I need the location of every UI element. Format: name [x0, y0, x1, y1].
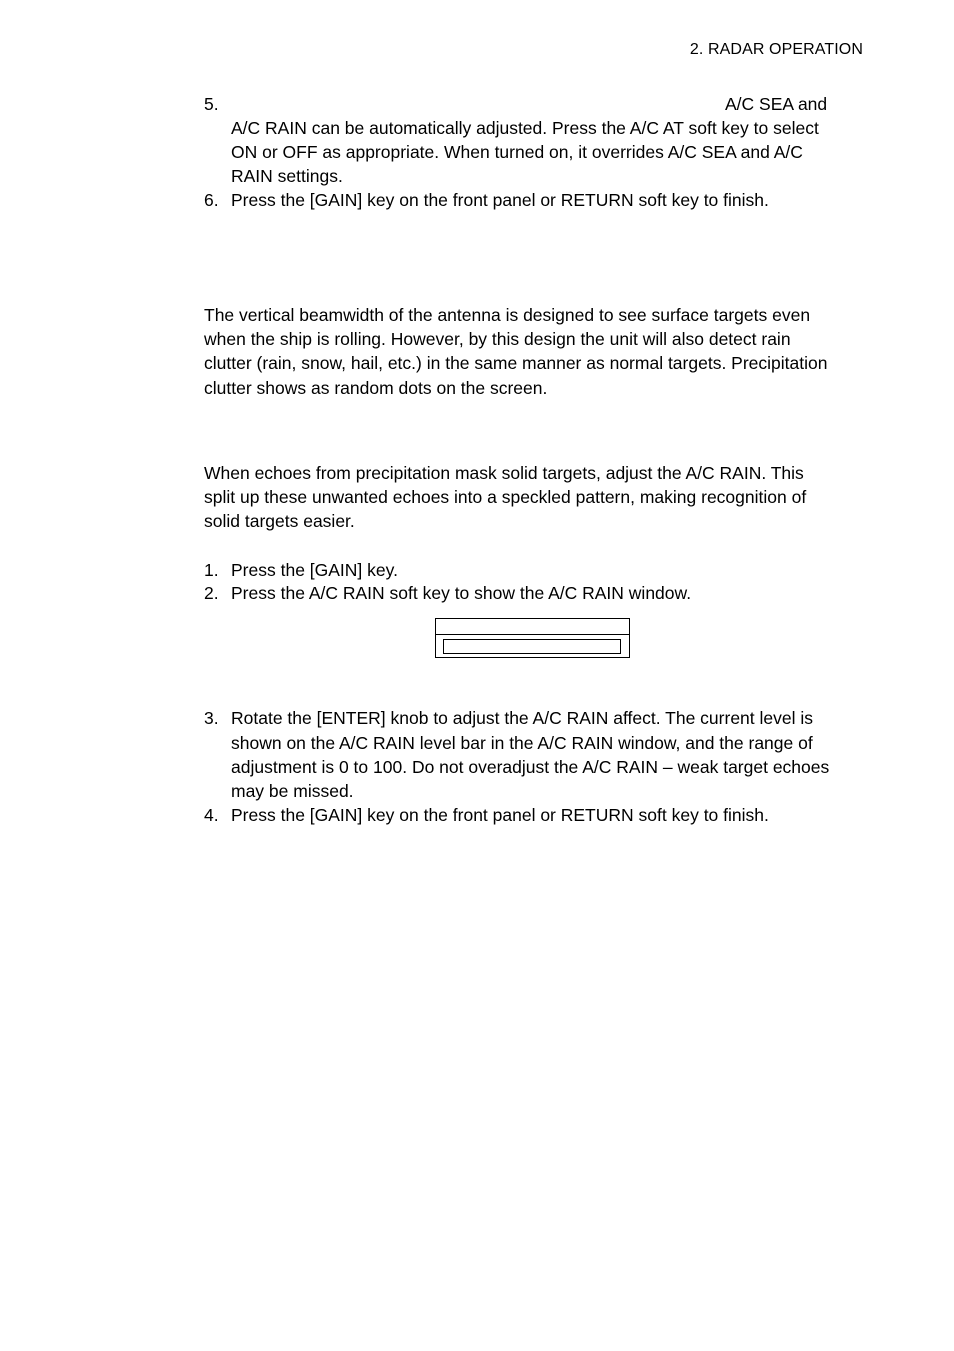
intro-line-4: clutter shows as random dots on the screen.	[204, 378, 548, 398]
rain-line-1: When echoes from precipitation mask solid targets, adjust the A/C RAIN. This	[204, 463, 804, 483]
step-4-number: 4.	[204, 805, 219, 825]
step-5-line-2: A/C RAIN can be automatically adjusted. Press the A/C AT soft key to select	[231, 118, 819, 138]
step-5-line-1-end: A/C SEA and	[725, 94, 828, 114]
step-6-text: Press the [GAIN] key on the front panel or RETURN soft key to finish.	[231, 190, 769, 210]
step-5-line-4: RAIN settings.	[231, 166, 343, 186]
ac-rain-window	[435, 618, 630, 658]
ac-rain-level-bar	[443, 639, 621, 654]
step-3-line-4: may be missed.	[231, 781, 354, 801]
step-5-number: 5.	[204, 94, 219, 114]
step-3-line-3: adjustment is 0 to 100. Do not overadjust the A/C RAIN – weak target echoes	[231, 757, 830, 777]
step-4-text: Press the [GAIN] key on the front panel or RETURN soft key to finish.	[231, 805, 769, 825]
step-2-number: 2.	[204, 583, 219, 603]
ac-rain-window-title-row	[436, 619, 629, 635]
rain-line-2: split up these unwanted echoes into a speckled pattern, making recognition of	[204, 487, 807, 507]
step-1-number: 1.	[204, 560, 219, 580]
step-3-number: 3.	[204, 708, 219, 728]
rain-line-3: solid targets easier.	[204, 511, 355, 531]
step-2-text: Press the A/C RAIN soft key to show the A/C RAIN window.	[231, 583, 692, 603]
step-1-text: Press the [GAIN] key.	[231, 560, 398, 580]
intro-line-2: when the ship is rolling. However, by this design the unit will also detect rain	[204, 329, 791, 349]
page-header: 2. RADAR OPERATION	[689, 41, 863, 58]
step-3-line-2: shown on the A/C RAIN level bar in the A/C RAIN window, and the range of	[231, 733, 813, 753]
step-3-line-1: Rotate the [ENTER] knob to adjust the A/C RAIN affect. The current level is	[231, 708, 813, 728]
step-6-number: 6.	[204, 190, 219, 210]
intro-line-1: The vertical beamwidth of the antenna is designed to see surface targets even	[204, 305, 811, 325]
intro-line-3: clutter (rain, snow, hail, etc.) in the same manner as normal targets. Precipitation	[204, 353, 828, 373]
step-5-line-3: ON or OFF as appropriate. When turned on, it overrides A/C SEA and A/C	[231, 142, 803, 162]
